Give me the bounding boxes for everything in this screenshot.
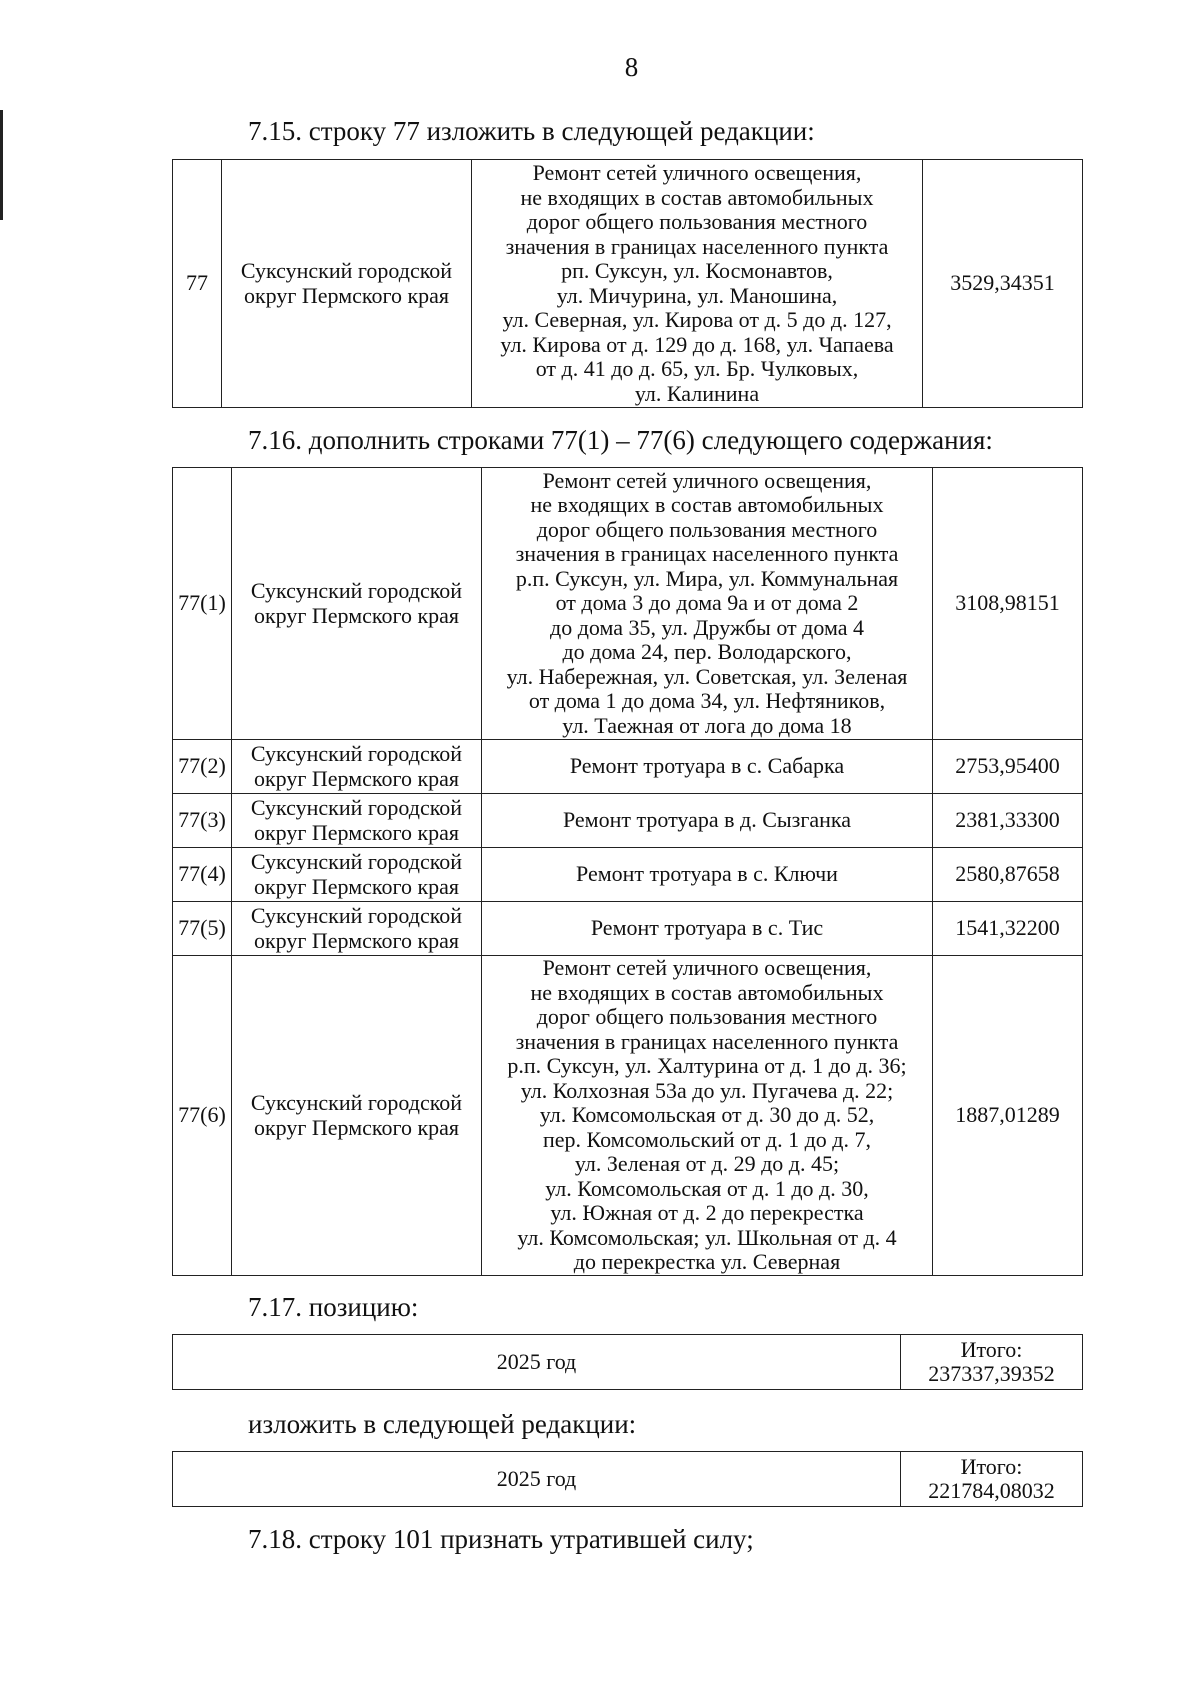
total-label: Итого:	[960, 1336, 1023, 1362]
table-row	[173, 160, 1083, 408]
description-line: Ремонт сетей уличного освещения,	[542, 955, 872, 981]
org-cell	[222, 160, 472, 408]
row-number: 77(2)	[173, 740, 232, 794]
new-rows-table	[172, 467, 1083, 1276]
description-line: ул. Калинина	[634, 380, 760, 406]
org-line: Суксунский городской	[250, 578, 463, 603]
row-number: 77	[173, 160, 222, 408]
table-row	[173, 1335, 1083, 1390]
description-line: рп. Суксун, ул. Космонавтов,	[561, 258, 833, 283]
org-line: округ Пермского края	[243, 282, 450, 308]
description-line: до перекрестка ул. Северная	[573, 1249, 841, 1275]
org-line: округ Пермского края	[253, 1114, 460, 1140]
section-7-16-heading: 7.16. дополнить строками 77(1) – 77(6) следующего содержания:	[248, 425, 993, 455]
description-line: р.п. Суксун, ул. Мира, ул. Коммунальная	[515, 565, 899, 591]
amount-cell: 1541,32200	[933, 902, 1083, 956]
total-value: 237337,39352	[928, 1361, 1055, 1386]
description-cell	[482, 468, 933, 740]
amount-cell: 2381,33300	[933, 794, 1083, 848]
description-line: значения в границах населенного пункта	[515, 541, 899, 567]
description-line: дорог общего пользования местного	[536, 516, 878, 542]
org-line: округ Пермского края	[253, 602, 460, 628]
description-line: ул. Северная, ул. Кирова от д. 5 до д. 127,	[502, 307, 892, 332]
total-value: 221784,08032	[928, 1478, 1055, 1503]
description-line: дорог общего пользования местного	[526, 209, 868, 234]
org-line: округ Пермского края	[253, 927, 460, 953]
description-line: значения в границах населенного пункта	[505, 233, 889, 259]
org-cell	[232, 848, 482, 902]
table-row	[173, 848, 1083, 902]
org-cell	[232, 956, 482, 1276]
description-cell	[482, 848, 933, 902]
page-edge-mark	[0, 110, 3, 220]
total-cell	[901, 1452, 1083, 1507]
description-line: ул. Комсомольская от д. 1 до д. 30,	[545, 1175, 869, 1201]
org-line: Суксунский городской	[250, 795, 463, 820]
table-row	[173, 902, 1083, 956]
description-line: Ремонт тротуара в д. Сызганка	[562, 807, 852, 833]
section-7-17-heading: 7.17. позицию:	[248, 1292, 419, 1322]
description-cell	[482, 956, 933, 1276]
description-line: значения в границах населенного пункта	[515, 1028, 899, 1054]
amount-cell: 2580,87658	[933, 848, 1083, 902]
org-cell	[232, 740, 482, 794]
description-line: Ремонт тротуара в с. Сабарка	[569, 753, 845, 779]
description-line: ул. Мичурина, ул. Маношина,	[556, 282, 838, 308]
description-cell	[482, 740, 933, 794]
section-7-18-heading: 7.18. строку 101 признать утратившей силу;	[248, 1524, 754, 1554]
year-cell: 2025 год	[173, 1335, 901, 1390]
description-line: ул. Южная от д. 2 до перекрестка	[550, 1200, 864, 1226]
org-line: Суксунский городской	[250, 741, 463, 766]
description-line: до дома 24, пер. Володарского,	[562, 639, 852, 665]
description-cell	[482, 794, 933, 848]
description-line: Ремонт сетей уличного освещения,	[532, 160, 862, 185]
description-line: от д. 41 до д. 65, ул. Бр. Чулковых,	[535, 356, 859, 381]
org-line: Суксунский городской	[240, 258, 453, 283]
description-line: до дома 35, ул. Дружбы от дома 4	[550, 614, 864, 640]
description-cell	[482, 902, 933, 956]
description-line: пер. Комсомольский от д. 1 до д. 7,	[542, 1126, 871, 1152]
description-line: не входящих в состав автомобильных	[530, 492, 884, 518]
table-row	[173, 468, 1083, 740]
year-cell: 2025 год	[173, 1452, 901, 1507]
org-line: Суксунский городской	[250, 1090, 463, 1115]
description-line: ул. Колхозная 53а до ул. Пугачева д. 22;	[520, 1077, 894, 1103]
amount-cell: 2753,95400	[933, 740, 1083, 794]
section-7-15-heading: 7.15. строку 77 изложить в следующей редакции:	[248, 116, 815, 146]
description-line: Ремонт тротуара в с. Ключи	[576, 861, 838, 887]
description-line: Ремонт тротуара в с. Тис	[590, 915, 824, 941]
org-line: округ Пермского края	[253, 873, 460, 899]
table-row	[173, 1452, 1083, 1507]
description-line: ул. Набережная, ул. Советская, ул. Зеленая	[506, 663, 908, 689]
amount-cell: 1887,01289	[933, 956, 1083, 1276]
description-line: Ремонт сетей уличного освещения,	[542, 467, 872, 493]
description-line: ул. Зеленая от д. 29 до д. 45;	[574, 1151, 840, 1177]
description-line: ул. Комсомольская от д. 30 до д. 52,	[539, 1102, 875, 1128]
org-line: округ Пермского края	[253, 819, 460, 845]
org-line: Суксунский городской	[250, 849, 463, 874]
row-number: 77(3)	[173, 794, 232, 848]
table-row	[173, 956, 1083, 1276]
description-cell	[472, 160, 923, 408]
description-line: ул. Кирова от д. 129 до д. 168, ул. Чапаева	[500, 331, 894, 357]
org-cell	[232, 902, 482, 956]
row-number: 77(6)	[173, 956, 232, 1276]
org-cell	[232, 794, 482, 848]
org-line: Суксунский городской	[250, 903, 463, 928]
description-line: не входящих в состав автомобильных	[520, 184, 874, 210]
page-number: 8	[624, 52, 639, 82]
table-row	[173, 794, 1083, 848]
amount-cell: 3108,98151	[933, 468, 1083, 740]
row-77-table	[172, 159, 1083, 408]
description-line: от дома 1 до дома 34, ул. Нефтяников,	[528, 688, 886, 714]
description-line: дорог общего пользования местного	[536, 1004, 878, 1030]
description-line: р.п. Суксун, ул. Халтурина от д. 1 до д. 36;	[507, 1053, 907, 1079]
position-old-table	[172, 1334, 1083, 1390]
description-line: ул. Таежная от лога до дома 18	[562, 712, 852, 738]
total-cell	[901, 1335, 1083, 1390]
description-line: не входящих в состав автомобильных	[530, 979, 884, 1005]
table-row	[173, 740, 1083, 794]
description-line: от дома 3 до дома 9а и от дома 2	[555, 590, 859, 616]
amount-cell: 3529,34351	[923, 160, 1083, 408]
description-line: ул. Комсомольская; ул. Школьная от д. 4	[517, 1224, 897, 1250]
replace-heading: изложить в следующей редакции:	[248, 1409, 637, 1439]
position-new-table	[172, 1451, 1083, 1507]
row-number: 77(1)	[173, 468, 232, 740]
row-number: 77(5)	[173, 902, 232, 956]
org-line: округ Пермского края	[253, 765, 460, 791]
total-label: Итого:	[960, 1453, 1023, 1479]
org-cell	[232, 468, 482, 740]
row-number: 77(4)	[173, 848, 232, 902]
